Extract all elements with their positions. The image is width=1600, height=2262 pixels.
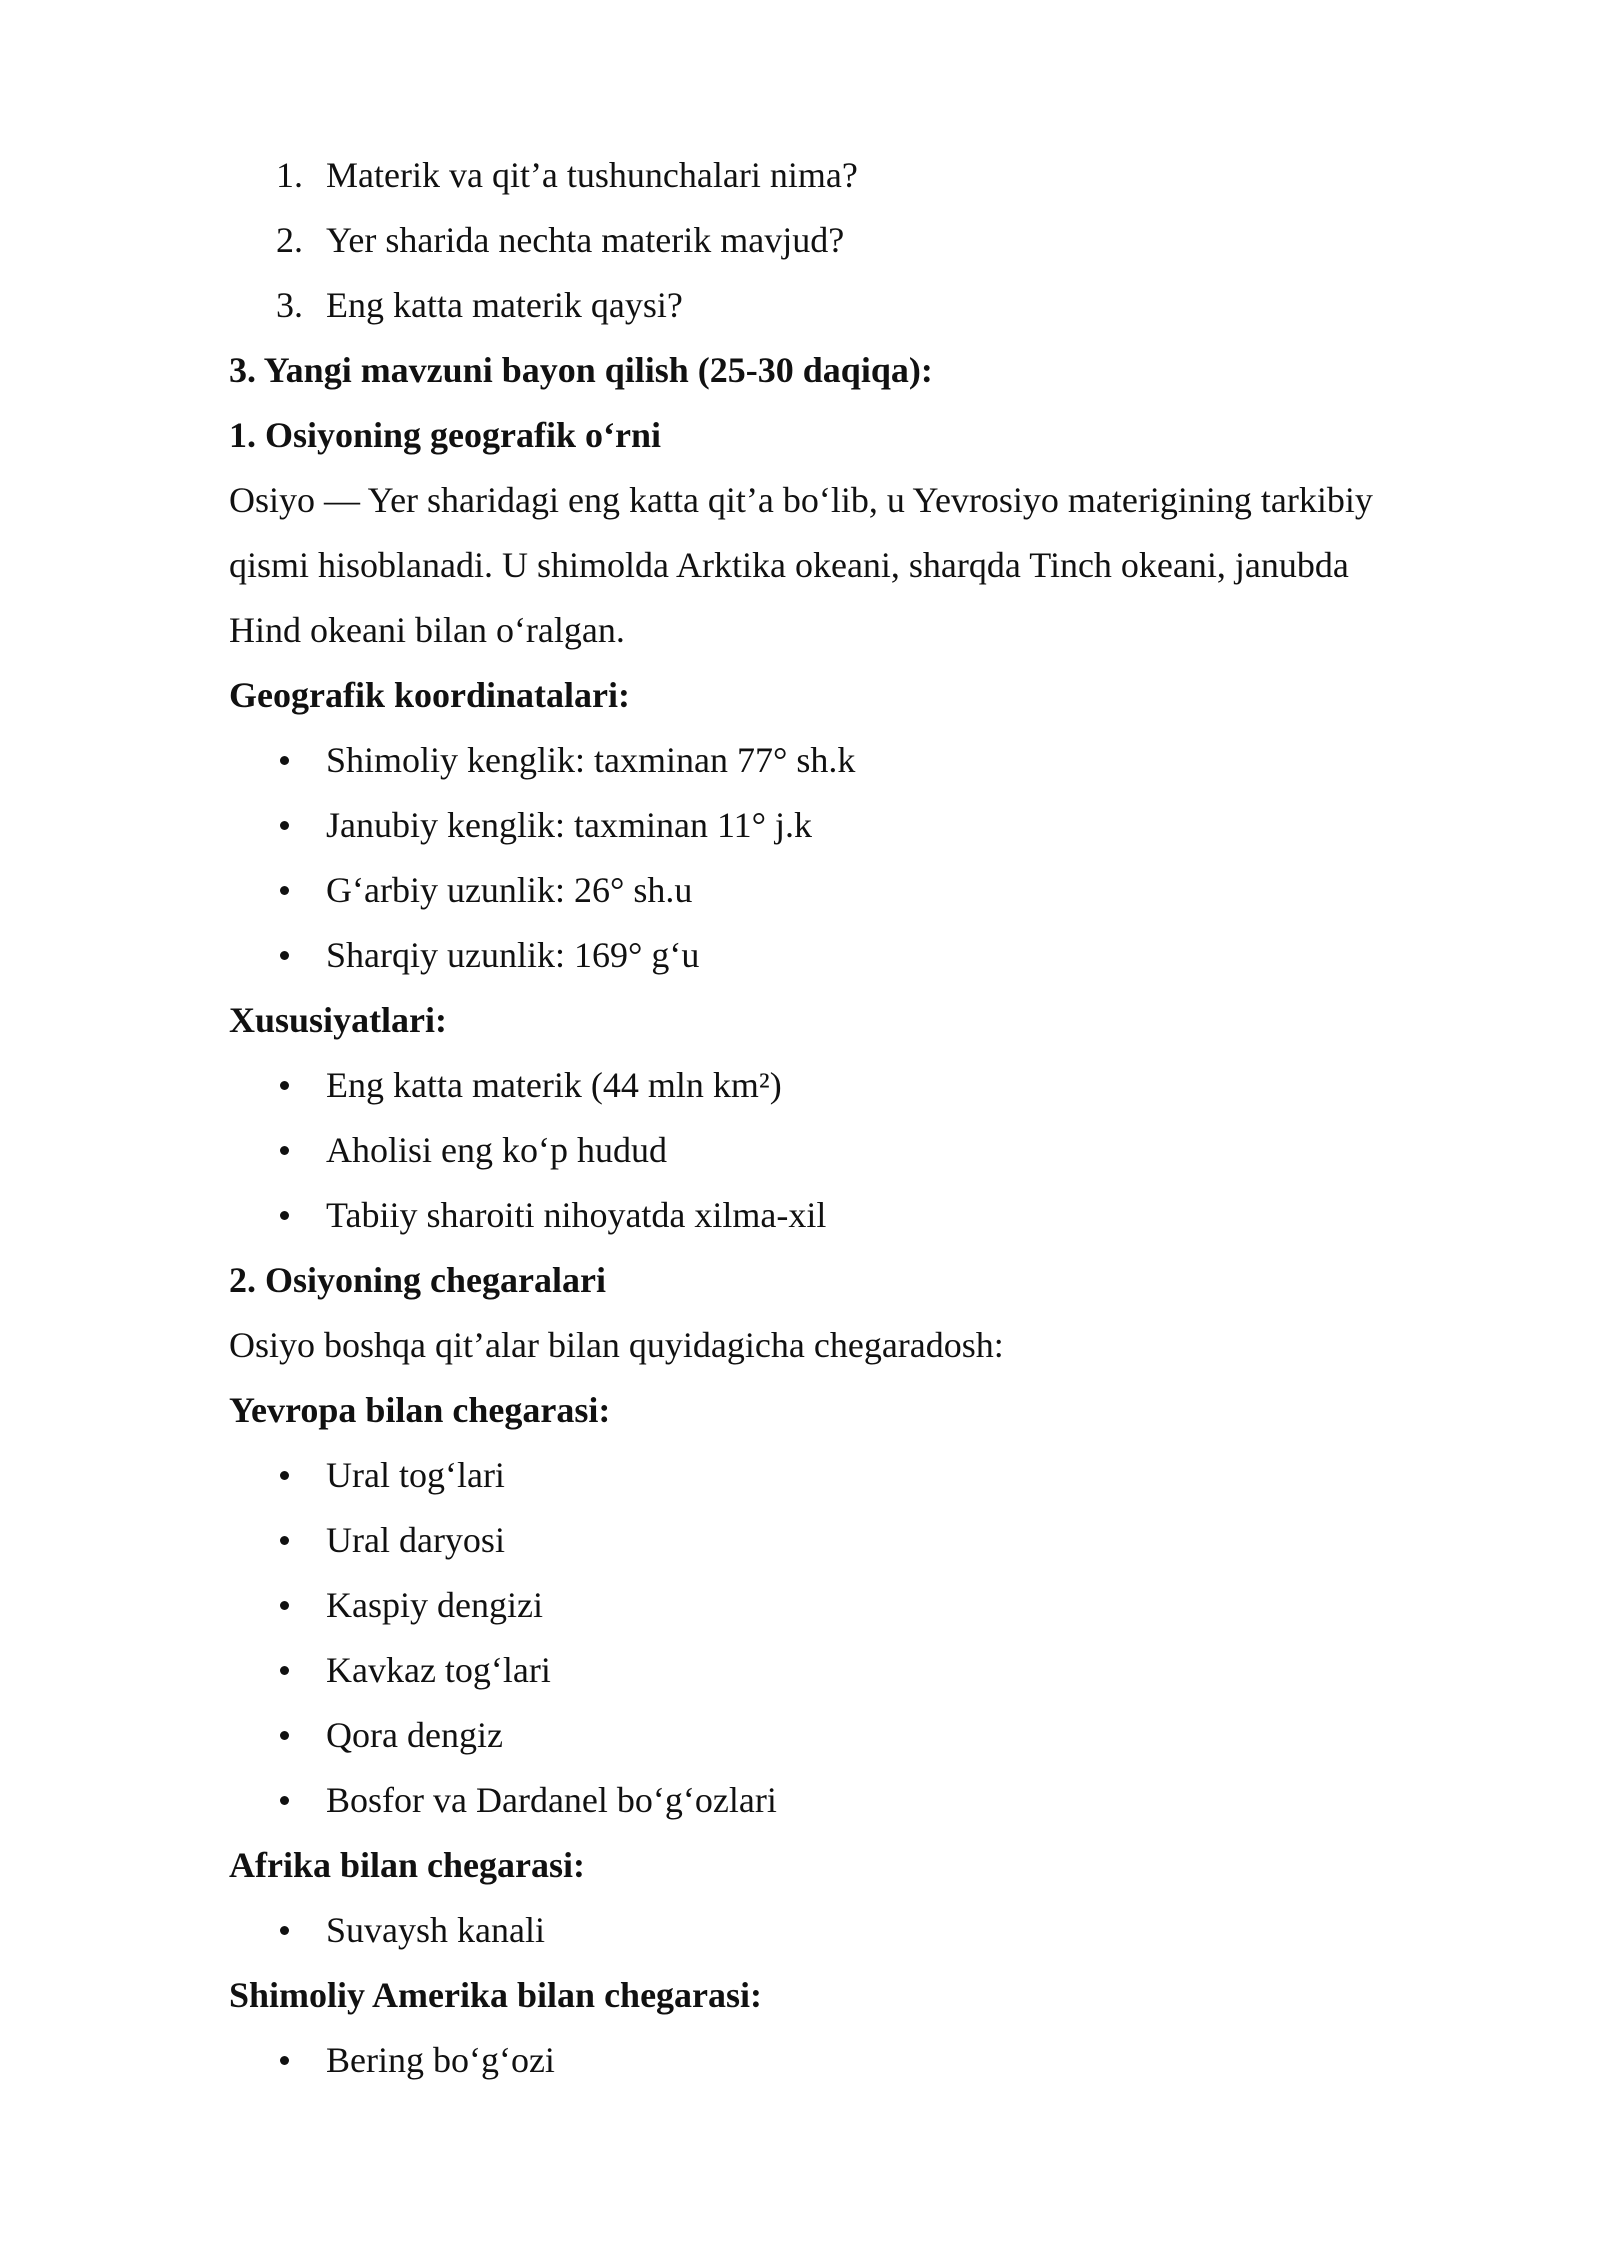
bullet-icon	[280, 1536, 289, 1545]
bullet-text: G‘arbiy uzunlik: 26° sh.u	[326, 870, 693, 910]
topic-heading-text: 1. Osiyoning geografik o‘rni	[229, 415, 662, 455]
bullet-icon	[280, 1601, 289, 1610]
paragraph-text: Osiyo — Yer sharidagi eng katta qit’a bo‘lib, u Yevrosiyo materigining tarkibiy	[229, 480, 1373, 520]
bullet-text: Bosfor va Dardanel bo‘g‘ozlari	[326, 1780, 777, 1820]
bullet-icon	[280, 2056, 289, 2065]
bullet-text: Eng katta materik (44 mln km²)	[326, 1065, 782, 1105]
bullet-icon	[280, 1211, 289, 1220]
bullet-icon	[280, 821, 289, 830]
bullet-text: Tabiiy sharoiti nihoyatda xilma-xil	[326, 1195, 827, 1235]
bullet-icon	[280, 886, 289, 895]
paragraph-text: Hind okeani bilan o‘ralgan.	[229, 610, 625, 650]
subheading-text: Geografik koordinatalari:	[229, 675, 630, 715]
bullet-text: Sharqiy uzunlik: 169° g‘u	[326, 935, 700, 975]
bullet-text: Qora dengiz	[326, 1715, 503, 1755]
bullet-icon	[280, 951, 289, 960]
paragraph-text: qismi hisoblanadi. U shimolda Arktika okeani, sharqda Tinch okeani, janubda	[229, 545, 1349, 585]
bullet-text: Janubiy kenglik: taxminan 11° j.k	[326, 805, 812, 845]
bullet-text: Ural tog‘lari	[326, 1455, 505, 1495]
bullet-icon	[280, 1471, 289, 1480]
bullet-text: Aholisi eng ko‘p hudud	[326, 1130, 667, 1170]
list-number: 3.	[276, 285, 303, 325]
bullet-text: Kaspiy dengizi	[326, 1585, 543, 1625]
bullet-icon	[280, 756, 289, 765]
bullet-text: Ural daryosi	[326, 1520, 505, 1560]
list-text: Materik va qit’a tushunchalari nima?	[326, 155, 858, 195]
bullet-text: Kavkaz tog‘lari	[326, 1650, 551, 1690]
subheading-text: Xususiyatlari:	[229, 1000, 448, 1040]
list-number: 2.	[276, 220, 303, 260]
bullet-icon	[280, 1926, 289, 1935]
bullet-icon	[280, 1731, 289, 1740]
subheading-text: Shimoliy Amerika bilan chegarasi:	[229, 1975, 763, 2015]
bullet-icon	[280, 1081, 289, 1090]
section-heading-text: 3. Yangi mavzuni bayon qilish (25-30 daqiqa):	[229, 350, 933, 390]
bullet-text: Shimoliy kenglik: taxminan 77° sh.k	[326, 740, 856, 780]
list-text: Eng katta materik qaysi?	[326, 285, 683, 325]
bullet-icon	[280, 1666, 289, 1675]
subheading-text: Afrika bilan chegarasi:	[229, 1845, 585, 1885]
list-number: 1.	[276, 155, 303, 195]
topic-heading-text: 2. Osiyoning chegaralari	[229, 1260, 606, 1300]
list-text: Yer sharida nechta materik mavjud?	[326, 220, 845, 260]
bullet-text: Bering bo‘g‘ozi	[326, 2040, 555, 2080]
bullet-text: Suvaysh kanali	[326, 1910, 545, 1950]
bullet-icon	[280, 1146, 289, 1155]
subheading-text: Yevropa bilan chegarasi:	[229, 1390, 611, 1430]
bullet-icon	[280, 1796, 289, 1805]
paragraph-text: Osiyo boshqa qit’alar bilan quyidagicha chegaradosh:	[229, 1325, 1004, 1365]
